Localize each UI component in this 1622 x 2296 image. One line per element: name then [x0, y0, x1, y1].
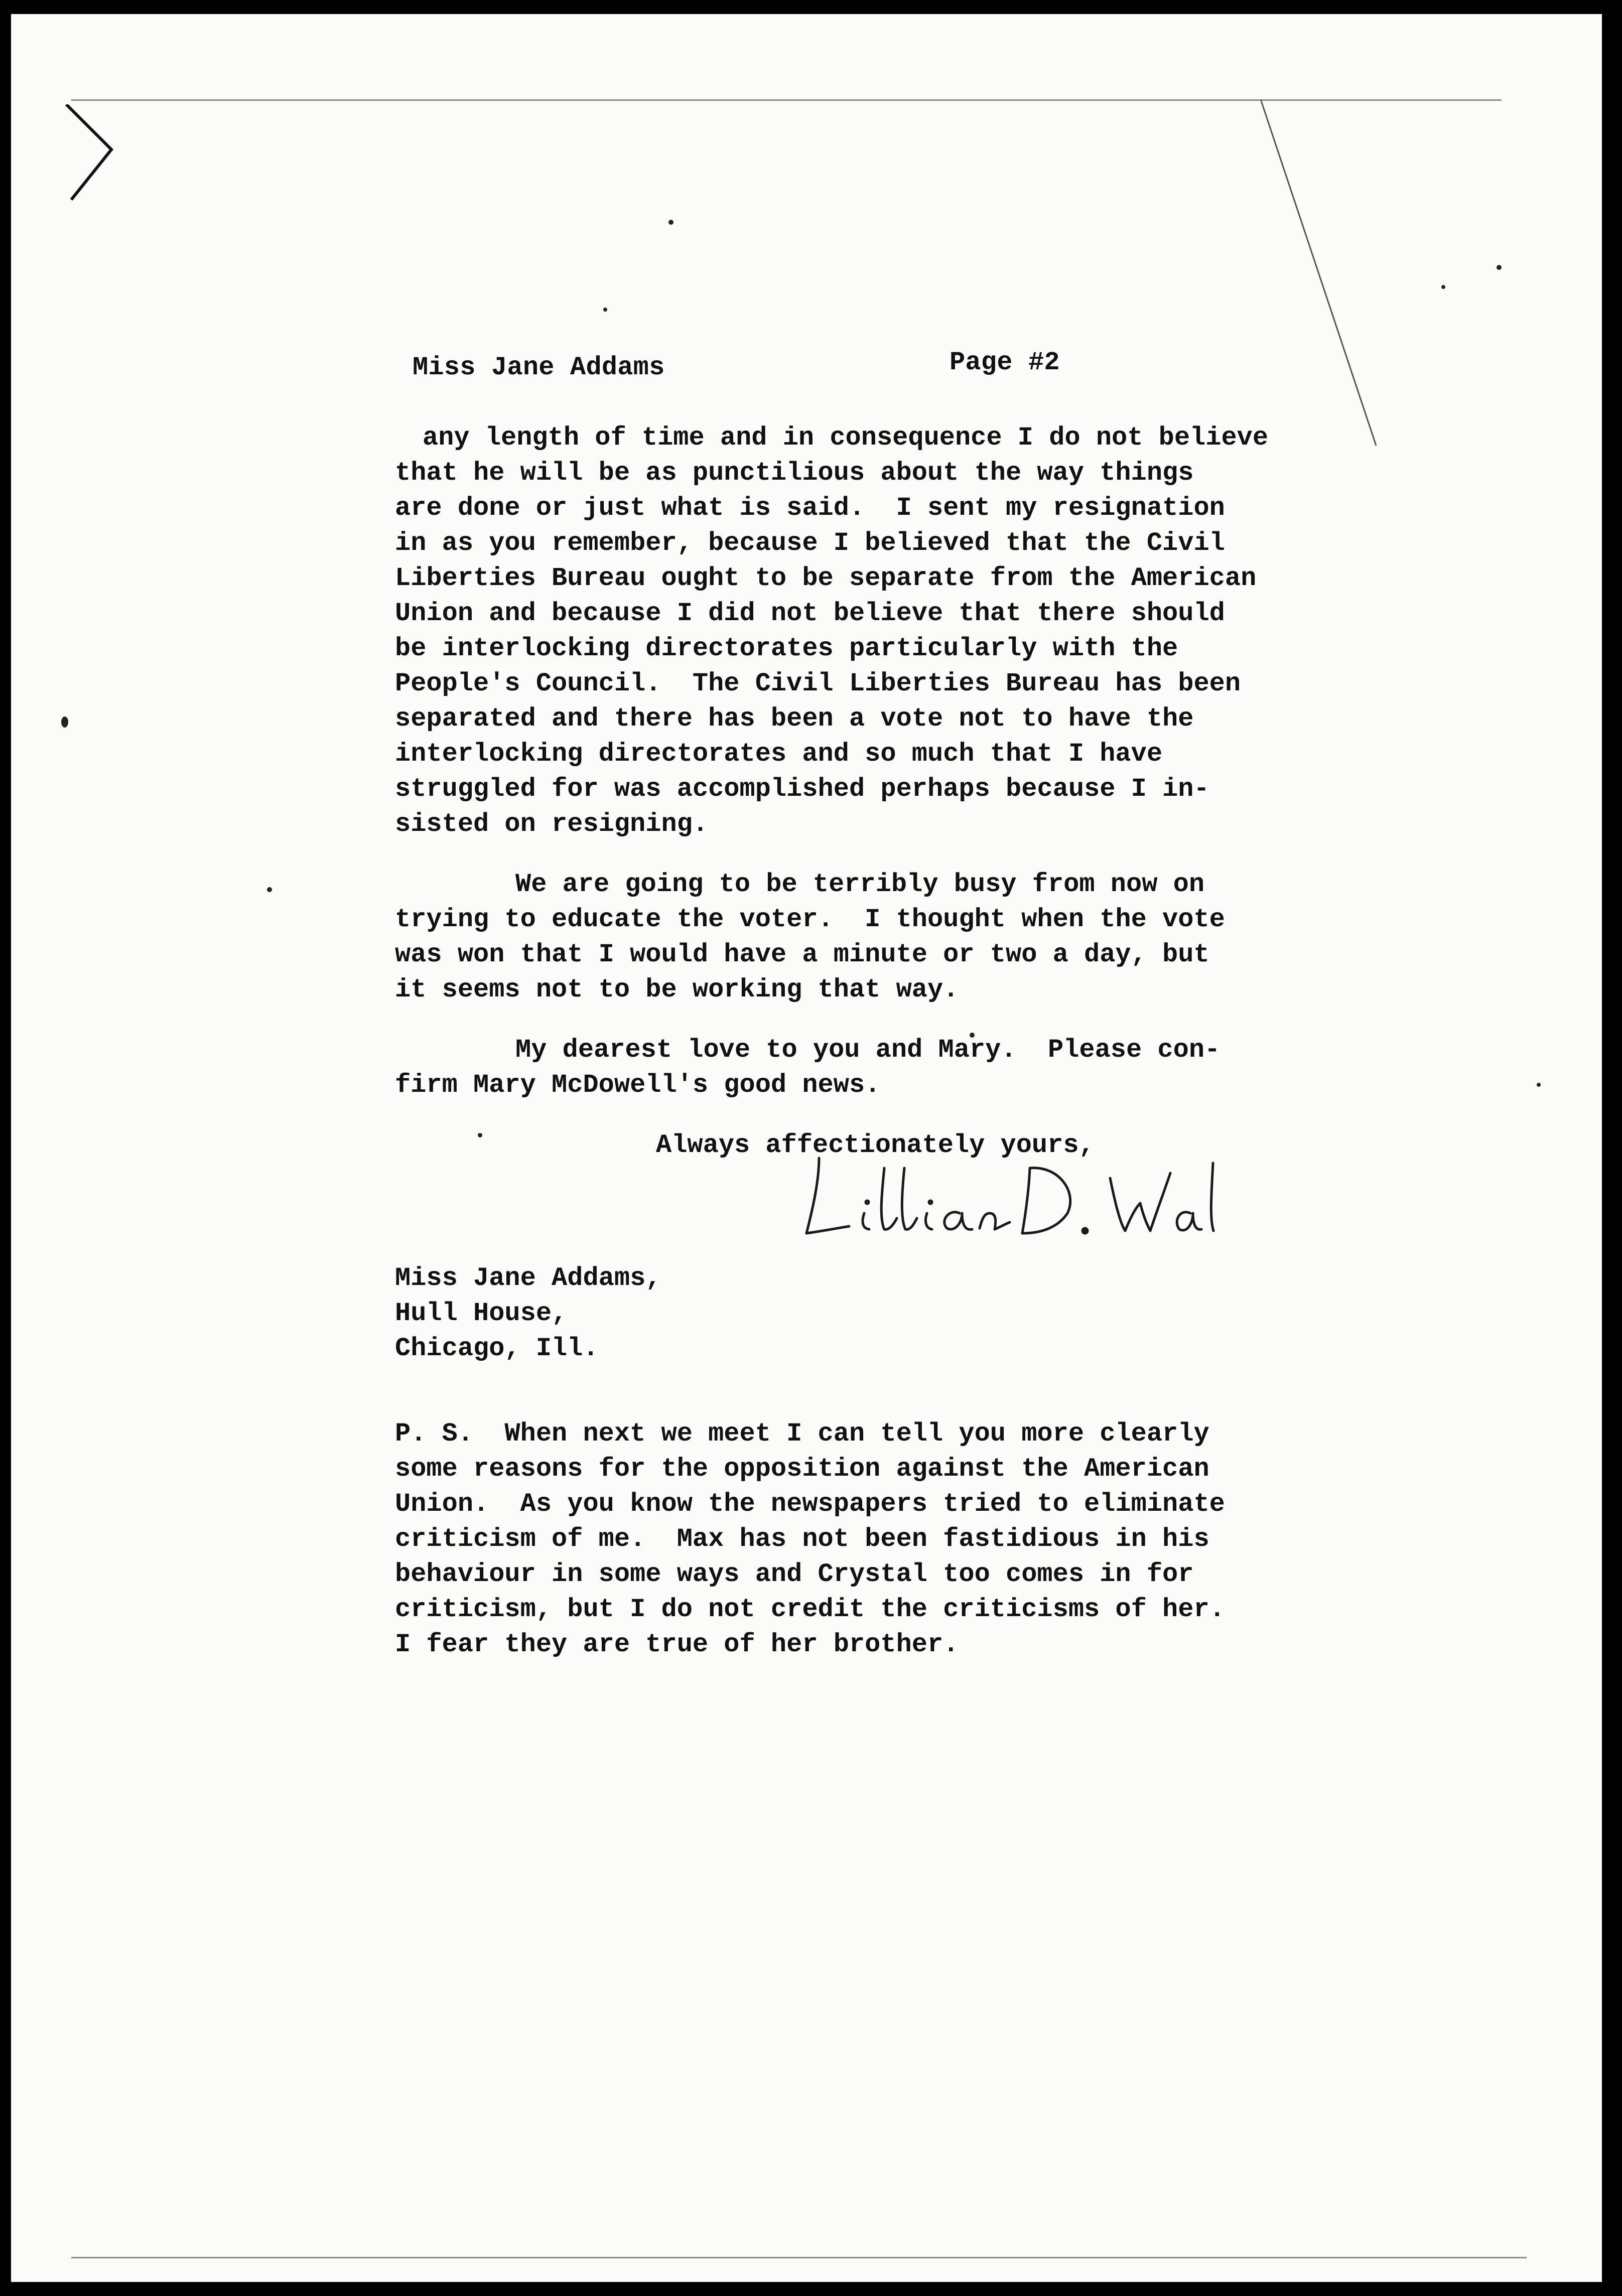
closing: Always affectionately yours, [656, 1130, 1095, 1160]
scan-speck [61, 716, 68, 728]
diagonal-scan-line [1261, 99, 1381, 451]
scan-speck [478, 1133, 482, 1137]
postscript-line: criticism of me. Max has not been fastidious in his [395, 1524, 1209, 1554]
body-line: We are going to be terribly busy from now on [515, 870, 1205, 899]
body-line: was won that I would have a minute or two a day, but [395, 940, 1209, 969]
page-number: Page #2 [950, 348, 1060, 377]
postscript-line: some reasons for the opposition against the American [395, 1454, 1209, 1484]
postscript-line: P. S. When next we meet I can tell you more clearly [395, 1419, 1209, 1449]
body-line: Union and because I did not believe that there should [395, 599, 1225, 628]
header-addressee: Miss Jane Addams [413, 353, 665, 382]
scan-speck [1497, 265, 1502, 270]
bottom-edge-line [71, 2257, 1527, 2258]
body-line: Liberties Bureau ought to be separate from the American [395, 563, 1257, 593]
letter-page [11, 14, 1602, 2282]
body-line: that he will be as punctilious about the way things [395, 458, 1194, 488]
body-line: separated and there has been a vote not to have the [395, 704, 1194, 734]
postscript-line: behaviour in some ways and Crystal too comes in for [395, 1559, 1194, 1589]
body-line: interlocking directorates and so much that I have [395, 739, 1163, 769]
postscript-line: criticism, but I do not credit the criticisms of her. [395, 1595, 1225, 1624]
address-city: Chicago, Ill. [395, 1334, 599, 1363]
scan-speck [668, 220, 673, 225]
postscript-line: I fear they are true of her brother. [395, 1630, 959, 1659]
address-street: Hull House, [395, 1299, 568, 1328]
handwritten-signature [789, 1138, 1221, 1253]
body-line: any length of time and in consequence I do not believe [423, 423, 1269, 453]
body-line: sisted on resigning. [395, 809, 709, 839]
body-line: People's Council. The Civil Liberties Bureau has been [395, 669, 1241, 698]
body-line: be interlocking directorates particularly with the [395, 634, 1178, 663]
body-line: trying to educate the voter. I thought when the vote [395, 905, 1225, 934]
body-line: struggled for was accomplished perhaps because I in- [395, 774, 1209, 804]
scan-speck [267, 887, 272, 892]
folded-corner-mark [56, 104, 116, 205]
scan-speck [603, 308, 607, 312]
body-line: it seems not to be working that way. [395, 975, 959, 1004]
scan-speck [1441, 285, 1445, 289]
body-line: in as you remember, because I believed that the Civil [395, 528, 1225, 558]
address-name: Miss Jane Addams, [395, 1263, 661, 1293]
body-line: My dearest love to you and Mary. Please con- [515, 1035, 1221, 1065]
scan-speck [1537, 1083, 1541, 1087]
body-line: are done or just what is said. I sent my resignation [395, 493, 1225, 523]
body-line: firm Mary McDowell's good news. [395, 1070, 881, 1100]
postscript-line: Union. As you know the newspapers tried to eliminate [395, 1489, 1225, 1519]
